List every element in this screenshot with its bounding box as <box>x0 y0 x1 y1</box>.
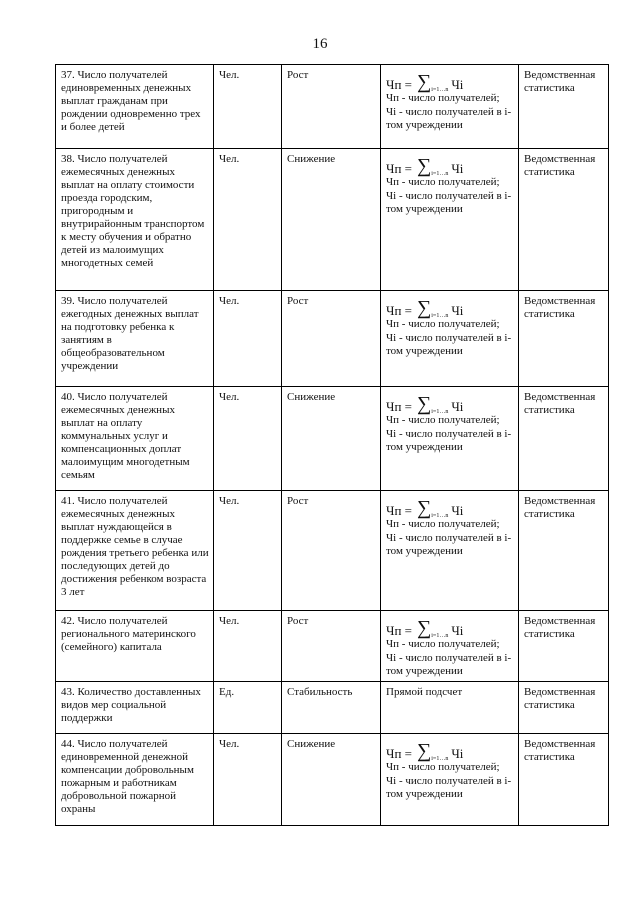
indicator-cell: 37. Число получателей единовременных денежных выплат гражданам при рождении одновременно трех и более детей <box>56 65 214 149</box>
source-cell: Ведомственная статистика <box>519 611 609 682</box>
indicator-cell: 38. Число получателей ежемесячных денежных выплат на оплату стоимости проезда городским, пригородным и внутрирайонным транспортом к месту обучения и обратно детей из малоимущих многодетных семей <box>56 149 214 291</box>
unit-cell: Чел. <box>214 611 282 682</box>
method-cell <box>381 387 519 491</box>
source-cell: Ведомственная статистика <box>519 65 609 149</box>
trend-cell: Рост <box>282 611 381 682</box>
indicator-cell: 44. Число получателей единовременной денежной компенсации добровольным пожарным и работникам добровольной пожарной охраны <box>56 734 214 826</box>
formula-term: Чi <box>451 503 464 518</box>
indicators-table <box>55 64 609 826</box>
formula-description-1: Чп - число получателей; <box>386 518 500 530</box>
indicator-cell: 39. Число получателей ежегодных денежных выплат на подготовку ребенка к занятиям в общеобразовательном учреждении <box>56 291 214 387</box>
trend-cell: Стабильность <box>282 682 381 734</box>
unit-cell: Ед. <box>214 682 282 734</box>
formula-description-2: Чi - число получателей в i-том учреждении <box>386 106 512 131</box>
unit-cell: Чел. <box>214 734 282 826</box>
sum-limits: i=1…n <box>431 513 449 519</box>
sum-formula <box>386 153 514 175</box>
sum-limits: i=1…n <box>431 171 449 177</box>
formula-lhs: Чп = <box>386 623 412 638</box>
formula-lhs: Чп = <box>386 161 412 176</box>
method-cell <box>381 734 519 826</box>
sum-limits: i=1…n <box>431 87 449 93</box>
formula-description-1: Чп - число получателей; <box>386 414 500 426</box>
method-cell: Прямой подсчет <box>381 682 519 734</box>
formula-description-1: Чп - число получателей; <box>386 318 500 330</box>
sigma-symbol: ∑ <box>417 740 432 762</box>
sigma-symbol: ∑ <box>417 297 432 319</box>
sum-formula <box>386 295 514 317</box>
sigma-symbol: ∑ <box>417 393 432 415</box>
table-row <box>56 291 609 387</box>
trend-cell: Снижение <box>282 734 381 826</box>
formula-description-1: Чп - число получателей; <box>386 92 500 104</box>
source-cell: Ведомственная статистика <box>519 682 609 734</box>
table-row <box>56 387 609 491</box>
sum-formula <box>386 391 514 413</box>
table-row <box>56 65 609 149</box>
method-cell <box>381 149 519 291</box>
formula-term: Чi <box>451 399 464 414</box>
formula-term: Чi <box>451 161 464 176</box>
table-row <box>56 611 609 682</box>
formula-lhs: Чп = <box>386 303 412 318</box>
formula-term: Чi <box>451 77 464 92</box>
unit-cell: Чел. <box>214 65 282 149</box>
indicator-cell: 41. Число получателей ежемесячных денежных выплат нуждающейся в поддержке семье в случае рождения третьего ребенка или последующих детей до достижения ребенком возраста 3 лет <box>56 491 214 611</box>
sum-limits: i=1…n <box>431 633 449 639</box>
indicator-cell: 43. Количество доставленных видов мер социальной поддержки <box>56 682 214 734</box>
trend-cell: Снижение <box>282 149 381 291</box>
trend-cell: Рост <box>282 291 381 387</box>
trend-cell: Рост <box>282 491 381 611</box>
sum-formula <box>386 738 514 760</box>
formula-lhs: Чп = <box>386 503 412 518</box>
sum-limits: i=1…n <box>431 409 449 415</box>
formula-lhs: Чп = <box>386 746 412 761</box>
sum-formula <box>386 495 514 517</box>
source-cell: Ведомственная статистика <box>519 149 609 291</box>
formula-description-1: Чп - число получателей; <box>386 761 500 773</box>
formula-description-1: Чп - число получателей; <box>386 176 500 188</box>
sigma-symbol: ∑ <box>417 155 432 177</box>
formula-term: Чi <box>451 303 464 318</box>
indicator-cell: 42. Число получателей регионального материнского (семейного) капитала <box>56 611 214 682</box>
indicator-cell: 40. Число получателей ежемесячных денежных выплат на оплату коммунальных услуг и компенсационных доплат малоимущим многодетным семьям <box>56 387 214 491</box>
sum-formula <box>386 69 514 91</box>
formula-lhs: Чп = <box>386 77 412 92</box>
unit-cell: Чел. <box>214 149 282 291</box>
page-number: 16 <box>312 36 328 52</box>
formula-description-2: Чi - число получателей в i-том учреждении <box>386 652 512 677</box>
unit-cell: Чел. <box>214 387 282 491</box>
formula-lhs: Чп = <box>386 399 412 414</box>
unit-cell: Чел. <box>214 291 282 387</box>
table-row <box>56 149 609 291</box>
source-cell: Ведомственная статистика <box>519 734 609 826</box>
sigma-symbol: ∑ <box>417 617 432 639</box>
trend-cell: Рост <box>282 65 381 149</box>
formula-description-2: Чi - число получателей в i-том учреждении <box>386 428 512 453</box>
formula-description-2: Чi - число получателей в i-том учреждении <box>386 532 512 557</box>
method-cell <box>381 491 519 611</box>
sigma-symbol: ∑ <box>417 71 432 93</box>
sum-limits: i=1…n <box>431 756 449 762</box>
formula-description-2: Чi - число получателей в i-том учреждении <box>386 190 512 215</box>
table-row <box>56 734 609 826</box>
sum-limits: i=1…n <box>431 313 449 319</box>
unit-cell: Чел. <box>214 491 282 611</box>
method-cell <box>381 291 519 387</box>
formula-term: Чi <box>451 623 464 638</box>
formula-description-2: Чi - число получателей в i-том учреждении <box>386 775 512 800</box>
source-cell: Ведомственная статистика <box>519 387 609 491</box>
source-cell: Ведомственная статистика <box>519 491 609 611</box>
table-row <box>56 682 609 734</box>
source-cell: Ведомственная статистика <box>519 291 609 387</box>
method-cell <box>381 611 519 682</box>
trend-cell: Снижение <box>282 387 381 491</box>
method-cell <box>381 65 519 149</box>
sigma-symbol: ∑ <box>417 497 432 519</box>
table-row <box>56 491 609 611</box>
formula-description-1: Чп - число получателей; <box>386 638 500 650</box>
formula-description-2: Чi - число получателей в i-том учреждении <box>386 332 512 357</box>
formula-term: Чi <box>451 746 464 761</box>
sum-formula <box>386 615 514 637</box>
